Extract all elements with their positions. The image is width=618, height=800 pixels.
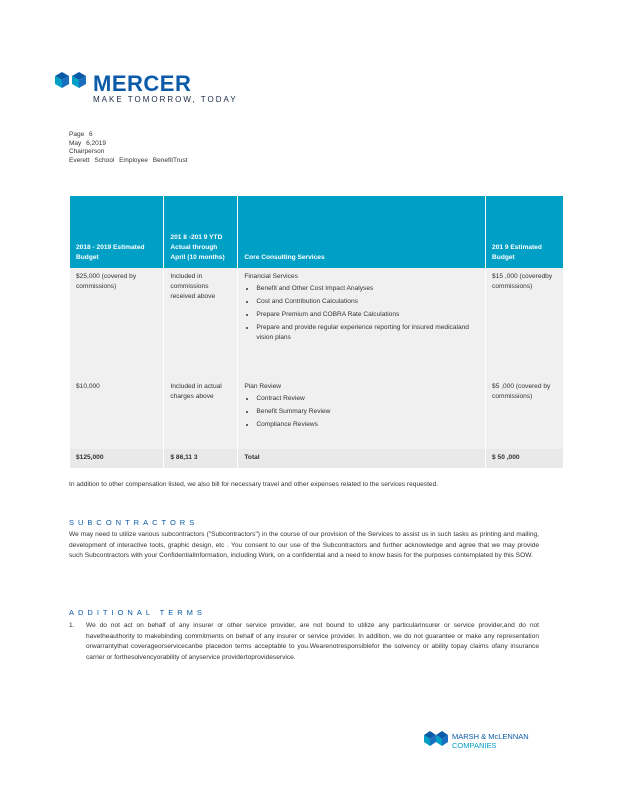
header-core-services: Core Consulting Services: [238, 196, 486, 268]
marsh-mclennan-logo: [424, 731, 529, 754]
recipient-org: Everett School Employee BenefitTrust: [69, 156, 188, 164]
table-row: [70, 268, 564, 378]
header-ytd-actual: 201 8 -201 9 YTD Actual through April (10 months): [164, 196, 238, 268]
additional-terms-title: ADDITIONAL TERMS: [69, 608, 206, 617]
subcontractors-title: SUBCONTRACTORS: [69, 518, 199, 527]
service-list: [244, 284, 479, 343]
service-item: • Benefit and Other Cost Impact Analyses: [256, 284, 479, 294]
mercer-logo: [55, 71, 238, 104]
total-budget: $125,000: [70, 449, 164, 468]
brand-name: MERCER: [93, 71, 192, 96]
page-number: Page 6: [69, 131, 93, 138]
term-text: We do not act on behalf of any insurer or other service provider, are not bound to utilize any particularinsurer or service provider,and do not havetheauthority to makebinding commitments on behalf of any insurer or service provider. In addition, we do not guarantee or make any representation orwarrantythat coverageorservicecanbe placedon terms acceptable to you.Wearenotresponsiblefor the solvency or ability topay claims ofany insurance carrier or forthesolvencyorability of anyservice providertoprovideservice.: [86, 622, 539, 661]
row-services: [238, 378, 486, 449]
header-2019-budget: 201 9 Estimated Budget: [486, 196, 564, 268]
brand-tagline: MAKE TOMORROW, TODAY: [93, 95, 238, 104]
footer-company-line1: MARSH & McLENNAN: [452, 732, 529, 741]
row-ytd: Included in commissions received above: [164, 268, 238, 378]
service-item: • Cost and Contribution Calculations: [256, 297, 479, 307]
row-services: [238, 268, 486, 378]
row-budget: $10,000: [70, 378, 164, 449]
service-list: [244, 394, 479, 430]
footer-company-line2: COMPANIES: [452, 741, 497, 750]
letter-date: May 6,2019: [69, 139, 106, 147]
service-heading: Plan Review: [244, 383, 282, 390]
total-estimate: $ 50 ,000: [486, 449, 564, 468]
letter-meta: [69, 131, 188, 165]
service-heading: Financial Services: [244, 273, 298, 280]
table-row: [70, 378, 564, 449]
service-item: • Contract Review: [256, 394, 479, 404]
row-budget: $25,000 (covered by commissions): [70, 268, 164, 378]
list-item: [69, 621, 539, 663]
budget-table: [70, 196, 564, 468]
total-label: Total: [238, 449, 486, 468]
row-ytd: Included in actual charges above: [164, 378, 238, 449]
service-item: • Prepare Premium and COBRA Rate Calculations: [256, 310, 479, 320]
row-estimate: $5 ,000 (covered by commissions): [486, 378, 564, 449]
recipient-role: Chairperson: [69, 148, 105, 156]
row-estimate: $15 ,000 (coveredby commissions): [486, 268, 564, 378]
service-item: • Benefit Summary Review: [256, 407, 479, 417]
mercer-logo-icon: [55, 72, 89, 92]
expenses-paragraph: In addition to other compensation listed, we also bill for necessary travel and other expenses related to the services requested.: [69, 481, 439, 488]
service-item: • Compliance Reviews: [256, 420, 479, 430]
header-2018-budget: 2018 - 2019 Estimated Budget: [70, 196, 164, 268]
service-item: • Prepare and provide regular experience reporting for insured medicaland vision plans: [256, 323, 479, 343]
total-ytd: $ 86,11 3: [164, 449, 238, 468]
additional-terms-list: [69, 621, 539, 663]
term-number: 1.: [69, 622, 75, 629]
total-row: [70, 449, 564, 468]
mmc-logo-icon: [424, 731, 448, 749]
subcontractors-text: We may need to utilize various subcontractors ("Subcontractors") in the course of our provision of the Services to assist us in such tasks as printing and mailing, development of interactive tools, graphic design, etc . You consent to our use of the Subcontractors and further acknowledge and agree that we may provide such Subcontractors with your ConfidentialInformation, including Work, on a confidential and a need to know basis for the purposes contemplated by this SOW.: [69, 531, 539, 559]
